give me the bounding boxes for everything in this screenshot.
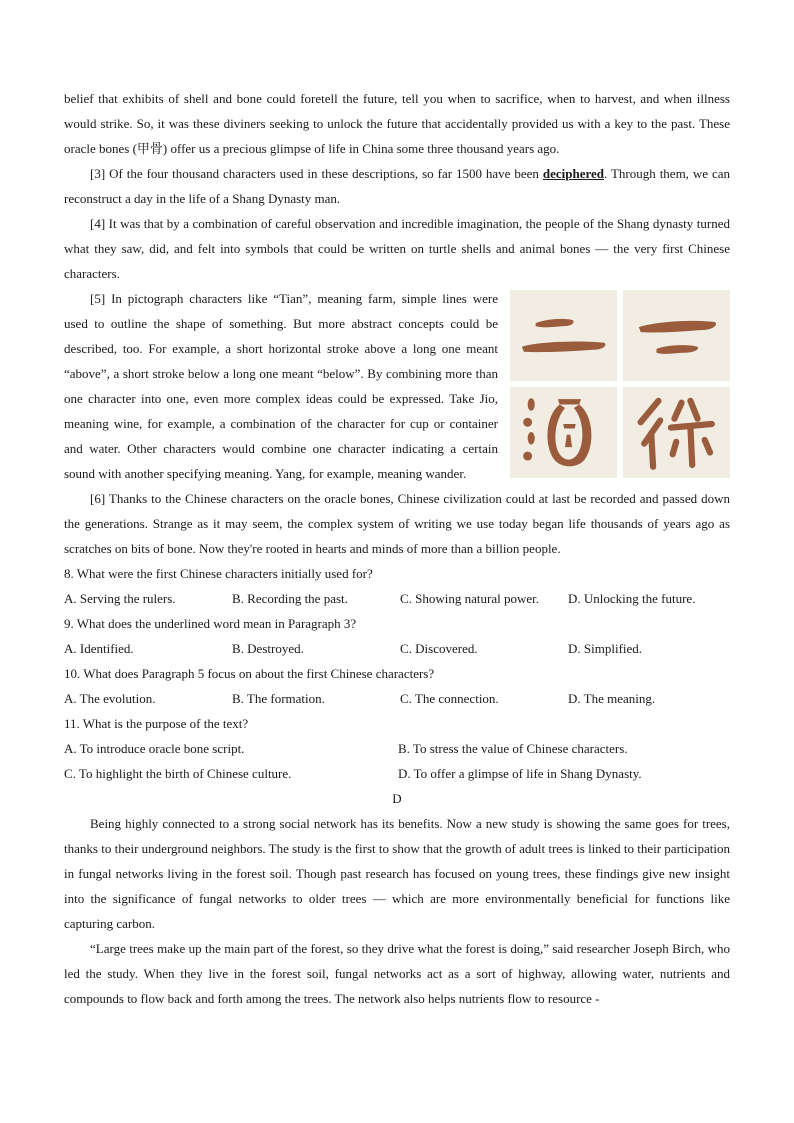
below-character-glyph [627,295,725,375]
question-9-option-a[interactable]: A. Identified. [64,641,134,656]
question-10-stem: 10. What does Paragraph 5 focus on about the first Chinese characters? [64,666,435,681]
wander-character-image [623,387,730,478]
question-11-stem: 11. What is the purpose of the text? [64,716,249,731]
question-11-options-row-2 [64,761,730,786]
section-d-heading: D [392,791,402,806]
question-9-option-b[interactable]: B. Destroyed. [232,641,304,656]
question-8-option-c[interactable]: C. Showing natural power. [400,591,540,606]
passage-d-paragraph-1: Being highly connected to a strong social network has its benefits. Now a new study is showing the same goes for trees, thanks to their underground neighbors. The study is the first to show that the growth of adult trees is linked to their participation in fungal networks living in the forest soil. Though past research has focused on young trees, these findings give new insight into the significance of fungal networks to older trees — which are more environmentally beneficial for functions like capturing carbon. [64,816,730,931]
passage-c-paragraph-6: [6] Thanks to the Chinese characters on the oracle bones, Chinese civilization could at last be recorded and passed down the generations. Strange as it may seem, the complex system of writing we use today began life thousands of years ago as scratches on bits of bone. Now they're rooted in hearts and minds of more than a billion people. [64,491,730,556]
question-11 [64,711,730,786]
above-character-glyph [514,295,612,375]
paragraph-3-text-before: [3] Of the four thousand characters used in these descriptions, so far 1500 have been [90,166,543,181]
oracle-bone-characters-figure [510,290,730,478]
question-11-options-row-1 [64,736,730,761]
question-9-option-d[interactable]: D. Simplified. [568,641,643,656]
question-11-option-a[interactable]: A. To introduce oracle bone script. [64,741,245,756]
question-10-option-b[interactable]: B. The formation. [232,691,325,706]
question-8 [64,561,730,611]
passage-c-paragraph-5: [5] In pictograph characters like “Tian”, meaning farm, simple lines were used to outline the shape of something. But more abstract concepts could be described, too. For example, a short horizontal stroke above a long one meant “above”, a short stroke below a long one meant “below”. By combining more than one character into one, even more complex ideas could be expressed. Take Jio, meaning wine, for example, a combination of the character for cup or container and water. Other characters would combine one character indicating a certain sound with another specifying meaning. Yang, for example, meaning wander. [64,291,498,481]
below-character-image [623,290,730,381]
question-8-option-b[interactable]: B. Recording the past. [232,591,348,606]
question-8-option-d[interactable]: D. Unlocking the future. [568,591,696,606]
underlined-word-deciphered: deciphered [542,166,605,181]
question-9-stem: 9. What does the underlined word mean in Paragraph 3? [64,616,357,631]
question-11-option-c[interactable]: C. To highlight the birth of Chinese culture. [64,766,292,781]
question-11-option-b[interactable]: B. To stress the value of Chinese characters. [398,741,628,756]
wine-character-image [510,387,617,478]
question-11-option-d[interactable]: D. To offer a glimpse of life in Shang Dynasty. [398,766,642,781]
exam-page [64,86,730,1011]
wine-character-glyph [514,392,612,472]
question-10-options [64,686,730,711]
question-10 [64,661,730,711]
question-8-stem: 8. What were the first Chinese characters initially used for? [64,566,373,581]
question-9 [64,611,730,661]
passage-c-paragraph-3 [64,161,730,211]
question-9-option-c[interactable]: C. Discovered. [400,641,478,656]
passage-c-paragraph-continued: belief that exhibits of shell and bone could foretell the future, tell you when to sacrifice, when to harvest, and when illness would strike. So, it was these diviners seeking to unlock the future that accidentally provided us with a key to the past. These oracle bones (甲骨) offer us a precious glimpse of life in China some three thousand years ago. [64,91,730,156]
question-8-options [64,586,730,611]
question-10-option-c[interactable]: C. The connection. [400,691,499,706]
passage-d-paragraph-2: “Large trees make up the main part of the forest, so they drive what the forest is doing,” said researcher Joseph Birch, who led the study. When they live in the forest soil, fungal networks act as a sort of highway, allowing water, nutrients and compounds to flow back and forth among the trees. The network also helps nutrients flow to resource - [64,941,730,1006]
above-character-image [510,290,617,381]
passage-c-paragraph-4: [4] It was that by a combination of careful observation and incredible imagination, the people of the Shang dynasty turned what they saw, did, and felt into symbols that could be written on turtle shells and animal bones — the very first Chinese characters. [64,216,730,281]
question-9-options [64,636,730,661]
question-10-option-a[interactable]: A. The evolution. [64,691,156,706]
wander-character-glyph [627,392,725,472]
question-10-option-d[interactable]: D. The meaning. [568,691,656,706]
paragraph-3-text-after: . Through them, we can reconstruct a day in the life of a Shang Dynasty man. [64,166,731,206]
question-8-option-a[interactable]: A. Serving the rulers. [64,591,176,606]
